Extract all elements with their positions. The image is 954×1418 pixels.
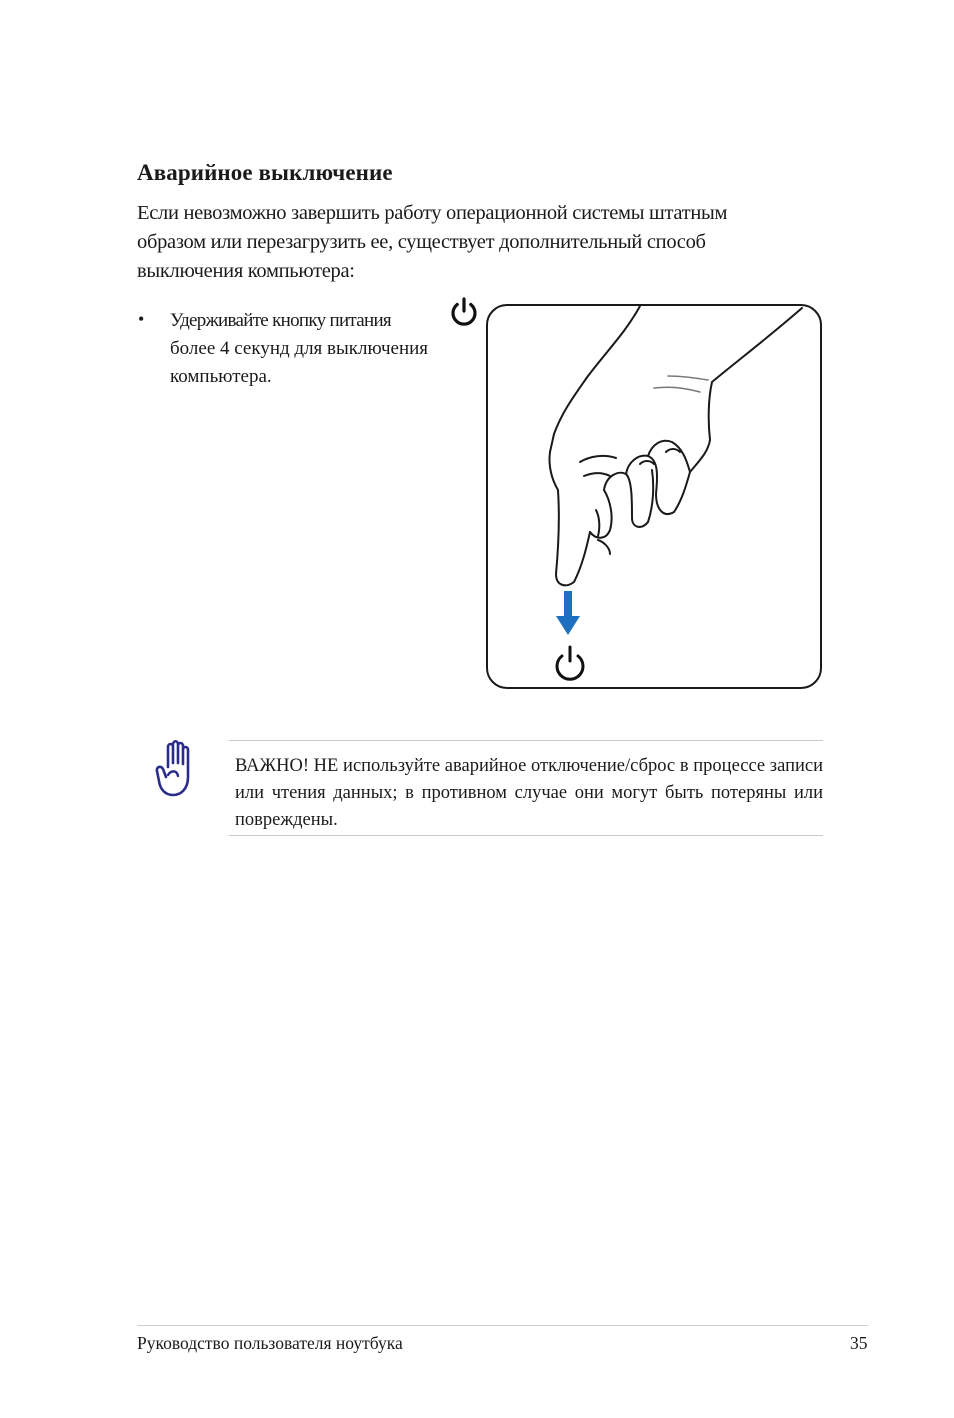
note-divider <box>229 835 823 836</box>
power-icon <box>449 296 479 328</box>
finger-pressing-illustration <box>486 304 822 689</box>
intro-paragraph <box>137 199 827 286</box>
page-number: 35 <box>850 1333 868 1353</box>
bullet-marker: • <box>138 309 145 329</box>
bullet-item <box>170 307 490 391</box>
intro-line: образом или перезагрузить ее, существует дополнительный способ <box>137 231 706 253</box>
footer-title: Руководство пользователя ноутбука <box>137 1333 403 1353</box>
intro-line: Если невозможно завершить работу операционной системы штатным <box>137 202 728 224</box>
bullet-line: Удерживайте кнопку питания <box>170 310 391 331</box>
bullet-line: компьютера. <box>170 366 272 387</box>
note-divider <box>229 740 823 741</box>
important-note: ВАЖНО! НЕ используйте аварийное отключение/сброс в процессе записи или чтения данных; в противном случае они могут быть потеряны или повреждены. <box>235 756 823 830</box>
bullet-line: более 4 секунд для выключения <box>170 338 429 359</box>
footer-divider <box>137 1325 868 1326</box>
intro-line: выключения компьютера: <box>137 260 355 282</box>
raised-hand-icon <box>155 737 201 799</box>
section-heading: Аварийное выключение <box>137 160 393 185</box>
